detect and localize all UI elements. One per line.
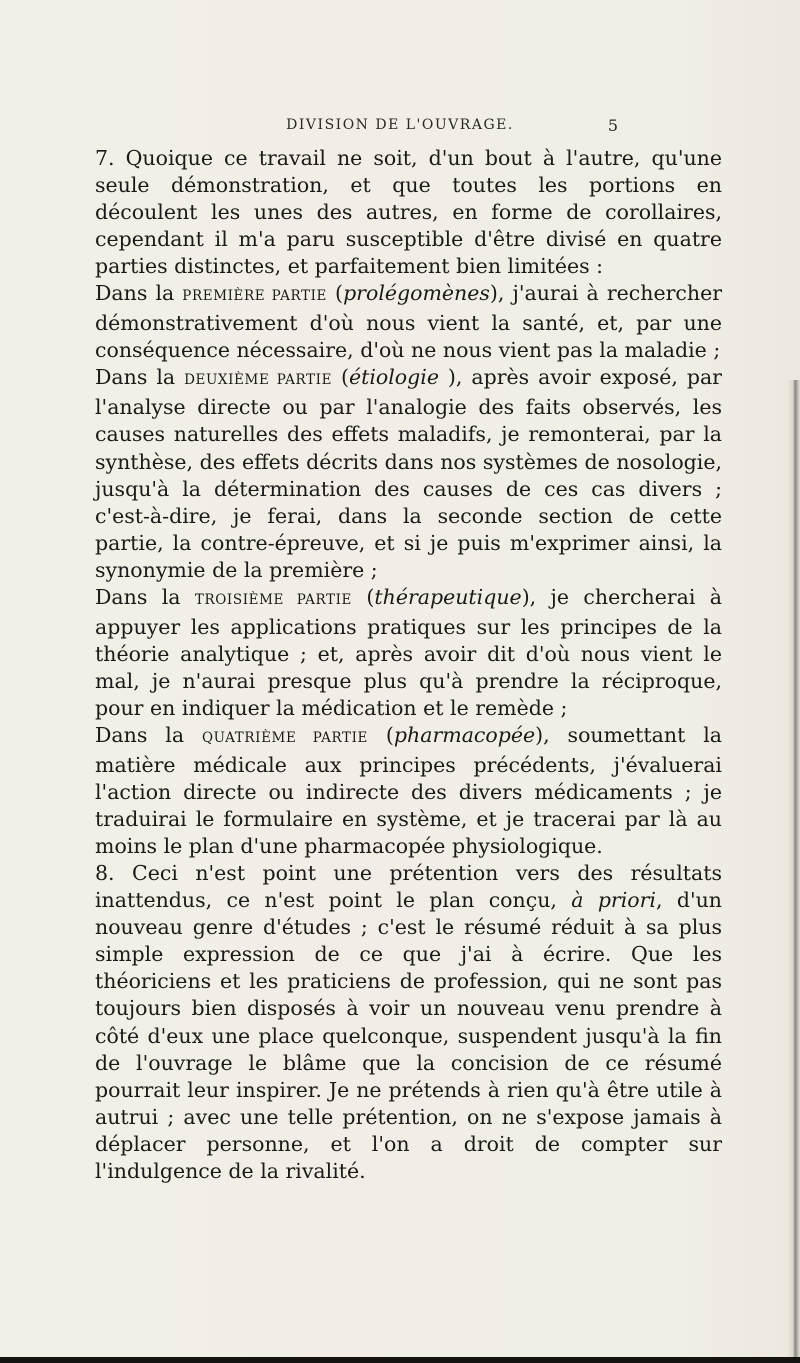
paragraph-8-italic: à priori: [571, 888, 656, 913]
running-head: [0, 117, 800, 141]
part-3-lead: Dans la: [95, 584, 195, 609]
part-3-title: thérapeutique: [374, 584, 522, 609]
part-4-ordinal: QUATRIÈME PARTIE: [201, 729, 369, 746]
page-number: 5: [607, 116, 618, 135]
part-1-lead: Dans la: [95, 281, 183, 306]
page-edge-shadow: [788, 380, 800, 1363]
paragraph-7: [95, 145, 722, 280]
part-4-lead: Dans la: [95, 722, 202, 747]
paragraph-8-lead: 8. Ceci n'est point une prétention vers des résultats inattendus, ce n'est point le plan conçu,: [95, 861, 722, 913]
paragraph-8: [95, 860, 722, 1185]
part-2-rest: ), après avoir exposé, par l'analyse directe ou par l'analogie des faits observés, les causes naturelles des effets maladifs, je remonterai, par la synthèse, des effets décrits dans nos systèmes de nosologie, jusqu'à la détermination des causes de ces cas divers ; c'est-à-dire, je ferai, dans la seconde section de cette partie, la contre-épreuve, et si je puis m'exprimer ainsi, la synonymie de la première ;: [95, 365, 722, 582]
part-2-ordinal: DEUXIÈME PARTIE: [184, 372, 333, 389]
paragraph-part-3: [95, 584, 722, 722]
part-2-title: étiologie: [348, 365, 439, 390]
part-3-open: (: [352, 584, 375, 609]
part-3-rest: ), je chercherai à appuyer les applications pratiques sur les principes de la théorie analytique ; et, après avoir dit d'où nous vient le mal, je n'aurai presque plus qu'à prendre la réciproque, pour en indiquer la médication et le remède ;: [95, 584, 722, 720]
part-4-title: pharmacopée: [393, 722, 536, 747]
part-2-open: (: [332, 365, 349, 390]
part-1-rest: ), j'aurai à rechercher démonstrativement d'où nous vient la santé, et, par une conséquence nécessaire, d'où ne nous vient pas la maladie ;: [95, 281, 722, 363]
part-2-lead: Dans la: [95, 365, 185, 390]
text-body: [95, 145, 722, 1185]
paragraph-part-1: [95, 280, 722, 364]
part-3-ordinal: TROISIÈME PARTIE: [194, 591, 353, 608]
part-1-title: prolégomènes: [343, 281, 490, 306]
paragraph-part-2: [95, 364, 722, 583]
part-4-rest: ), soumettant la matière médicale aux principes précédents, j'évaluerai l'action directe ou indirecte des divers médicaments ; je traduirai le formulaire en système, et je tracerai par là au moins le plan d'une pharmacopée physiologique.: [95, 722, 722, 859]
paragraph-part-4: [95, 722, 722, 860]
part-1-ordinal: PREMIÈRE PARTIE: [182, 288, 327, 305]
part-4-open: (: [368, 722, 394, 747]
bottom-edge: [0, 1357, 800, 1363]
paragraph-8-rest: , d'un nouveau genre d'études ; c'est le résumé réduit à sa plus simple expression de ce que j'ai à écrire. Que les théoriciens et les praticiens de profession, qui ne sont pas toujours bien disposés à voir un nouveau venu prendre à côté d'eux une place quelconque, suspendent jusqu'à la fin de l'ouvrage le blâme que la concision de ce résumé pourrait leur inspirer. Je ne prétends à rien qu'à être utile à autrui ; avec une telle prétention, on ne s'expose jamais à déplacer personne, et l'on a droit de compter sur l'indulgence de la rivalité.: [95, 888, 723, 1183]
running-title: DIVISION DE L'OUVRAGE.: [286, 117, 514, 133]
part-1-open: (: [326, 281, 344, 306]
paragraph-7-text: 7. Quoique ce travail ne soit, d'un bout à l'autre, qu'une seule démonstration, et que toutes les portions en découlent les unes des autres, en forme de corollaires, cependant il m'a paru susceptible d'être divisé en quatre parties distinctes, et parfaitement bien limitées :: [95, 146, 722, 279]
